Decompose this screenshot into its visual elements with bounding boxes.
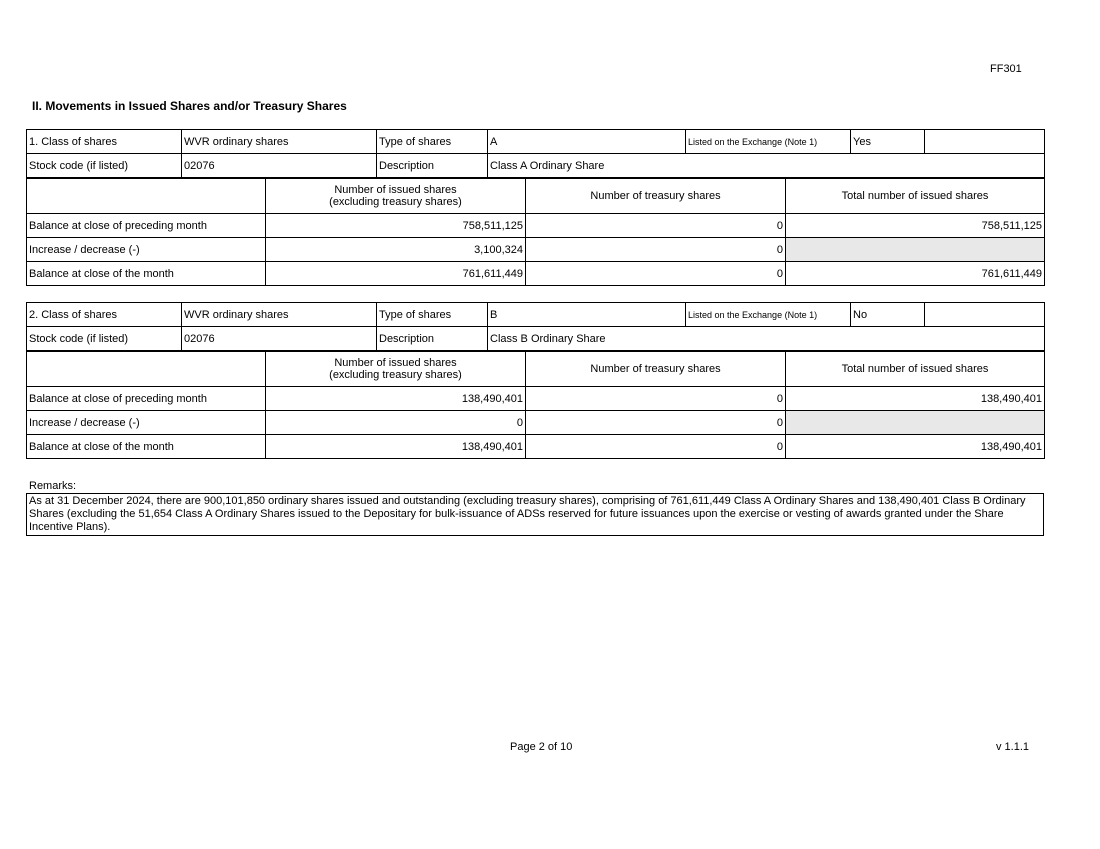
header-issued-line2: (excluding treasury shares) xyxy=(329,369,462,381)
type-value: A xyxy=(488,130,686,154)
row-label: Balance at close of the month xyxy=(27,262,266,286)
description-label: Description xyxy=(377,154,488,178)
description-value: Class B Ordinary Share xyxy=(488,327,1045,351)
issued-value: 138,490,401 xyxy=(266,387,526,411)
stock-code-label: Stock code (if listed) xyxy=(27,327,182,351)
row-label: Increase / decrease (-) xyxy=(27,411,266,435)
treasury-value: 0 xyxy=(526,435,786,459)
page-number: Page 2 of 10 xyxy=(510,741,573,753)
share-class-block-1 xyxy=(26,129,1044,286)
stock-code-label: Stock code (if listed) xyxy=(27,154,182,178)
total-shaded-cell xyxy=(786,411,1045,435)
header-blank xyxy=(27,352,266,387)
share-class-info-table xyxy=(26,129,1045,178)
treasury-value: 0 xyxy=(526,214,786,238)
stock-code-row xyxy=(27,327,1045,351)
issued-value: 3,100,324 xyxy=(266,238,526,262)
header-treasury: Number of treasury shares xyxy=(526,179,786,214)
movement-table xyxy=(26,178,1045,286)
preceding-row xyxy=(27,387,1045,411)
version-label: v 1.1.1 xyxy=(996,741,1030,753)
remarks-label: Remarks: xyxy=(29,480,77,492)
type-label: Type of shares xyxy=(377,130,488,154)
close-row xyxy=(27,262,1045,286)
description-label: Description xyxy=(377,327,488,351)
share-class-block-2 xyxy=(26,302,1044,459)
header-issued xyxy=(266,179,526,214)
class-label: 2. Class of shares xyxy=(27,303,182,327)
close-row xyxy=(27,435,1045,459)
remarks-box: As at 31 December 2024, there are 900,101,850 ordinary shares issued and outstanding (excluding treasury shares), comprising of 761,611,449 Class A Ordinary Shares and 138,490,401 Class B Ordinary Shares (excluding the 51,654 Class A Ordinary Shares issued to the Depositary for bulk-issuance of ADSs reserved for future issuances upon the exercise or vesting of awards granted under the Share Incentive Plans). xyxy=(26,493,1044,536)
row-label: Balance at close of the month xyxy=(27,435,266,459)
total-value: 138,490,401 xyxy=(786,387,1045,411)
header-treasury: Number of treasury shares xyxy=(526,352,786,387)
row-label: Increase / decrease (-) xyxy=(27,238,266,262)
movement-header-row xyxy=(27,179,1045,214)
header-issued xyxy=(266,352,526,387)
header-blank xyxy=(27,179,266,214)
form-code: FF301 xyxy=(990,63,1022,75)
stock-code-value: 02076 xyxy=(182,154,377,178)
stock-code-value: 02076 xyxy=(182,327,377,351)
stock-code-row xyxy=(27,154,1045,178)
issued-value: 761,611,449 xyxy=(266,262,526,286)
listed-value: Yes xyxy=(851,130,925,154)
treasury-value: 0 xyxy=(526,262,786,286)
movement-table xyxy=(26,351,1045,459)
listed-label: Listed on the Exchange (Note 1) xyxy=(686,130,851,154)
movement-header-row xyxy=(27,352,1045,387)
listed-value: No xyxy=(851,303,925,327)
empty-cell xyxy=(925,130,1045,154)
treasury-value: 0 xyxy=(526,411,786,435)
total-value: 138,490,401 xyxy=(786,435,1045,459)
row-label: Balance at close of preceding month xyxy=(27,214,266,238)
treasury-value: 0 xyxy=(526,387,786,411)
header-issued-line1: Number of issued shares xyxy=(334,357,457,369)
total-value: 761,611,449 xyxy=(786,262,1045,286)
type-value: B xyxy=(488,303,686,327)
preceding-row xyxy=(27,214,1045,238)
increase-row xyxy=(27,238,1045,262)
row-label: Balance at close of preceding month xyxy=(27,387,266,411)
class-label: 1. Class of shares xyxy=(27,130,182,154)
issued-value: 138,490,401 xyxy=(266,435,526,459)
issued-value: 0 xyxy=(266,411,526,435)
header-issued-line2: (excluding treasury shares) xyxy=(329,196,462,208)
header-total: Total number of issued shares xyxy=(786,179,1045,214)
empty-cell xyxy=(925,303,1045,327)
section-title: II. Movements in Issued Shares and/or Treasury Shares xyxy=(32,99,347,113)
type-label: Type of shares xyxy=(377,303,488,327)
share-class-info-table xyxy=(26,302,1045,351)
header-issued-line1: Number of issued shares xyxy=(334,184,457,196)
class-value: WVR ordinary shares xyxy=(182,303,377,327)
increase-row xyxy=(27,411,1045,435)
class-value: WVR ordinary shares xyxy=(182,130,377,154)
header-total: Total number of issued shares xyxy=(786,352,1045,387)
total-value: 758,511,125 xyxy=(786,214,1045,238)
listed-label: Listed on the Exchange (Note 1) xyxy=(686,303,851,327)
issued-value: 758,511,125 xyxy=(266,214,526,238)
description-value: Class A Ordinary Share xyxy=(488,154,1045,178)
treasury-value: 0 xyxy=(526,238,786,262)
class-row xyxy=(27,130,1045,154)
total-shaded-cell xyxy=(786,238,1045,262)
class-row xyxy=(27,303,1045,327)
